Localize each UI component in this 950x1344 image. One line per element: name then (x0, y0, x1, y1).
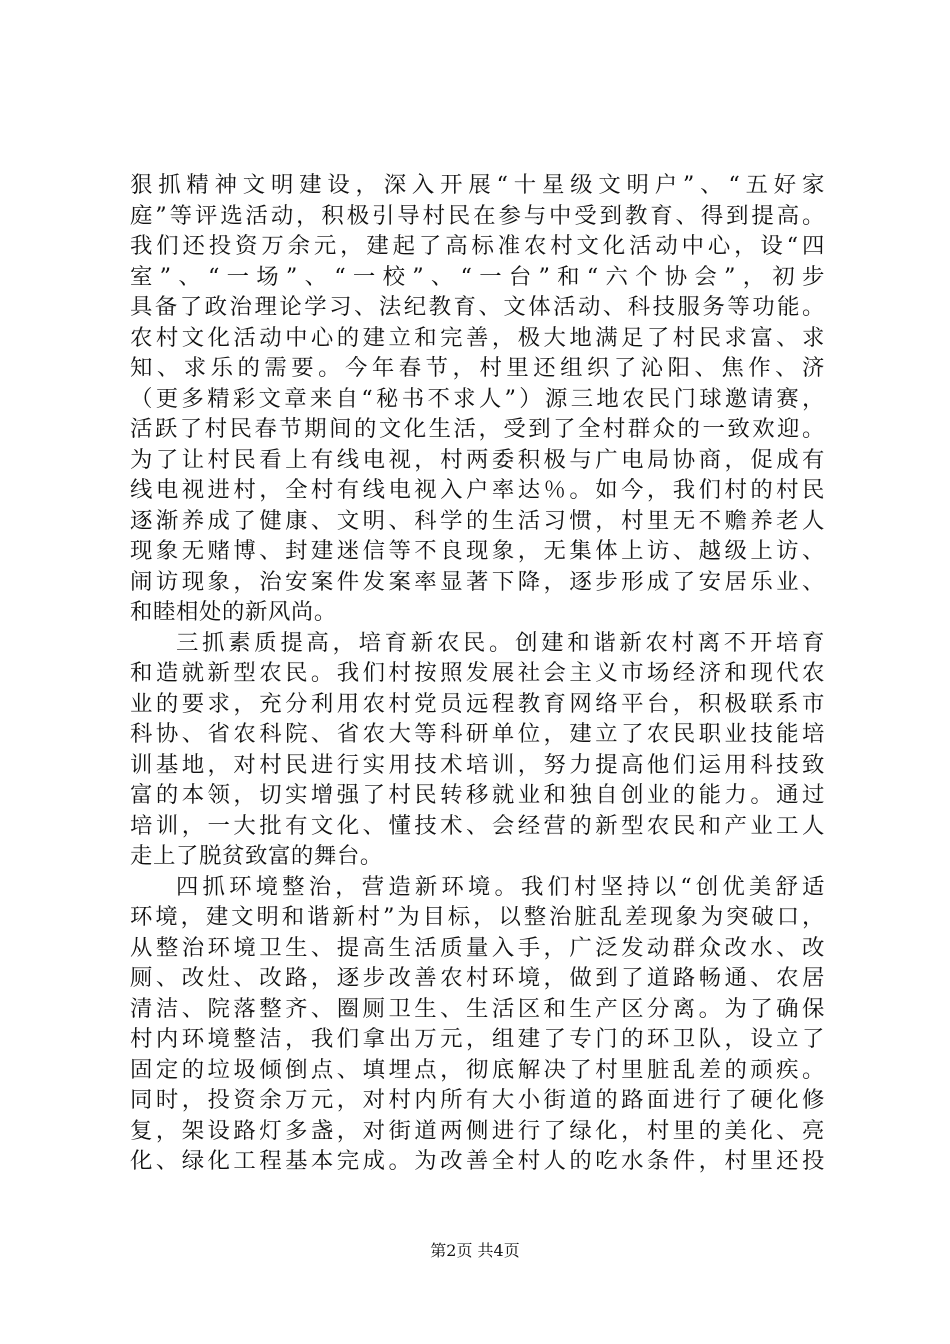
text-line: 走上了脱贫致富的舞台。 (130, 843, 383, 869)
text-line: 逐渐养成了健康、文明、科学的生活习惯，村里无不赡养老人 (130, 507, 825, 534)
text-line: 和睦相处的新风尚。 (130, 599, 337, 625)
text-line: 从整治环境卫生、提高生活质量入手，广泛发动群众改水、改 (130, 934, 825, 961)
text-line: 科协、省农科院、省农大等科研单位，建立了农民职业技能培 (130, 721, 825, 747)
text-line: 同时，投资余万元，对村内所有大小街道的路面进行了硬化修 (130, 1087, 825, 1113)
page-number-footer: 第2页 共4页 (430, 1241, 520, 1260)
text-line: 闹访现象，治安案件发案率显著下降，逐步形成了安居乐业、 (130, 568, 825, 595)
text-line: 和造就新型农民。我们村按照发展社会主义市场经济和现代农 (130, 660, 825, 686)
paragraph-start-line: 四抓环境整治，营造新环境。我们村坚持以“创优美舒适 (176, 873, 825, 900)
text-line: 复，架设路灯多盏，对街道两侧进行了绿化，村里的美化、亮 (130, 1117, 825, 1144)
text-line: 现象无赌博、封建迷信等不良现象，无集体上访、越级上访、 (130, 538, 825, 564)
text-line: （更多精彩文章来自“秘书不求人”）源三地农民门球邀请赛， (130, 385, 825, 412)
text-line: 富的本领，切实增强了村民转移就业和独自创业的能力。通过 (130, 782, 825, 808)
text-line: 固定的垃圾倾倒点、填埋点，彻底解决了村里脏乱差的顽疾。 (130, 1056, 825, 1083)
text-line: 农村文化活动中心的建立和完善，极大地满足了村民求富、求 (130, 324, 825, 351)
text-line: 厕、改灶、改路，逐步改善农村环境，做到了道路畅通、农居 (130, 965, 825, 991)
paragraph-start-line: 三抓素质提高，培育新农民。创建和谐新农村离不开培育 (176, 629, 825, 656)
text-line: 知、求乐的需要。今年春节，村里还组织了沁阳、焦作、济 (130, 355, 825, 381)
text-line: 培训，一大批有文化、懂技术、会经营的新型农民和产业工人 (130, 812, 825, 839)
text-line: 我们还投资万余元，建起了高标准农村文化活动中心，设“四 (130, 233, 825, 259)
text-line: 清洁、院落整齐、圈厕卫生、生活区和生产区分离。为了确保 (130, 995, 825, 1022)
text-line: 线电视进村，全村有线电视入户率达％。如今，我们村的村民 (130, 477, 825, 503)
text-line: 村内环境整洁，我们拿出万元，组建了专门的环卫队，设立了 (130, 1026, 825, 1052)
text-line: 化、绿化工程基本完成。为改善全村人的吃水条件，村里还投 (130, 1148, 825, 1174)
text-line: 具备了政治理论学习、法纪教育、文体活动、科技服务等功能。 (130, 294, 825, 320)
text-line: 庭”等评选活动，积极引导村民在参与中受到教育、得到提高。 (130, 202, 825, 229)
text-line: 活跃了村民春节期间的文化生活，受到了全村群众的一致欢迎。 (130, 416, 825, 442)
document-body (130, 170, 825, 1177)
text-line: 业的要求，充分利用农村党员远程教育网络平台，积极联系市 (130, 690, 825, 717)
text-line: 训基地，对村民进行实用技术培训，努力提高他们运用科技致 (130, 751, 825, 778)
text-line: 环境，建文明和谐新村”为目标，以整治脏乱差现象为突破口， (130, 904, 825, 930)
text-line: 室”、“一场”、“一校”、“一台”和“六个协会”，初步 (130, 263, 825, 290)
text-line: 狠抓精神文明建设，深入开展“十星级文明户”、“五好家 (130, 172, 825, 198)
text-line: 为了让村民看上有线电视，村两委积极与广电局协商，促成有 (130, 446, 825, 473)
